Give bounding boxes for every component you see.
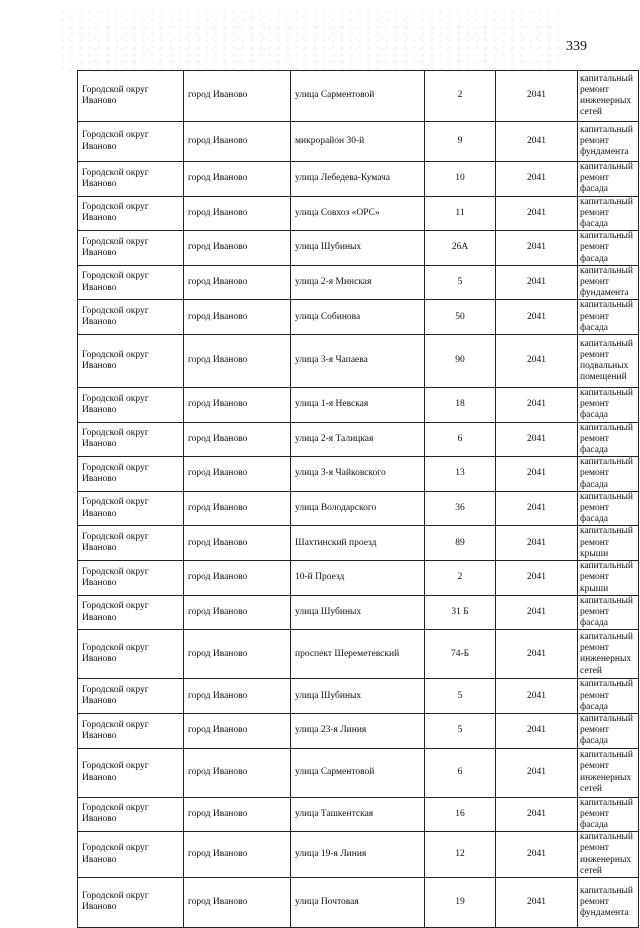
cell-city: город Иваново xyxy=(184,122,291,162)
table-row xyxy=(78,679,639,714)
cell-city: город Иваново xyxy=(184,526,291,561)
cell-year: 2041 xyxy=(496,491,578,526)
cell-year: 2041 xyxy=(496,335,578,388)
cell-city: город Иваново xyxy=(184,595,291,630)
table-row xyxy=(78,491,639,526)
scan-noise xyxy=(60,10,560,72)
cell-house: 16 xyxy=(425,797,496,832)
cell-year: 2041 xyxy=(496,832,578,878)
cell-okrug: Городской округ Иваново xyxy=(78,300,184,335)
cell-okrug: Городской округ Иваново xyxy=(78,388,184,423)
cell-work: капитальный ремонт фасада xyxy=(578,491,639,526)
cell-house: 26А xyxy=(425,231,496,266)
cell-city: город Иваново xyxy=(184,832,291,878)
cell-work: капитальный ремонт фасада xyxy=(578,797,639,832)
table-row xyxy=(78,595,639,630)
cell-house: 19 xyxy=(425,877,496,927)
cell-okrug: Городской округ Иваново xyxy=(78,679,184,714)
cell-work: капитальный ремонт инженерных сетей xyxy=(578,71,639,122)
cell-street: улица Почтовая xyxy=(291,877,425,927)
cell-street: 10-й Проезд xyxy=(291,561,425,596)
cell-house: 12 xyxy=(425,832,496,878)
cell-work: капитальный ремонт фасада xyxy=(578,422,639,457)
cell-house: 36 xyxy=(425,491,496,526)
table-row xyxy=(78,877,639,927)
cell-house: 2 xyxy=(425,561,496,596)
cell-house: 89 xyxy=(425,526,496,561)
cell-street: улица Совхоз «ОРС» xyxy=(291,196,425,231)
cell-city: город Иваново xyxy=(184,877,291,927)
cell-year: 2041 xyxy=(496,595,578,630)
cell-city: город Иваново xyxy=(184,265,291,300)
cell-work: капитальный ремонт крыши xyxy=(578,561,639,596)
cell-okrug: Городской округ Иваново xyxy=(78,71,184,122)
cell-street: улица 3-я Чапаева xyxy=(291,335,425,388)
cell-house: 90 xyxy=(425,335,496,388)
cell-okrug: Городской округ Иваново xyxy=(78,877,184,927)
cell-okrug: Городской округ Иваново xyxy=(78,561,184,596)
cell-okrug: Городской округ Иваново xyxy=(78,122,184,162)
cell-work: капитальный ремонт фасада xyxy=(578,162,639,197)
cell-okrug: Городской округ Иваново xyxy=(78,265,184,300)
cell-city: город Иваново xyxy=(184,388,291,423)
cell-street: улица Шубиных xyxy=(291,231,425,266)
cell-street: улица Сарментовой xyxy=(291,71,425,122)
cell-work: капитальный ремонт инженерных сетей xyxy=(578,630,639,679)
table-row xyxy=(78,422,639,457)
cell-city: город Иваново xyxy=(184,630,291,679)
cell-year: 2041 xyxy=(496,679,578,714)
cell-city: город Иваново xyxy=(184,679,291,714)
cell-street: улица Ташкентская xyxy=(291,797,425,832)
cell-year: 2041 xyxy=(496,561,578,596)
cell-okrug: Городской округ Иваново xyxy=(78,748,184,797)
cell-house: 50 xyxy=(425,300,496,335)
cell-okrug: Городской округ Иваново xyxy=(78,797,184,832)
cell-house: 2 xyxy=(425,71,496,122)
cell-work: капитальный ремонт фасада xyxy=(578,231,639,266)
cell-city: город Иваново xyxy=(184,491,291,526)
cell-okrug: Городской округ Иваново xyxy=(78,162,184,197)
cell-street: улица Лебедева-Кумача xyxy=(291,162,425,197)
cell-okrug: Городской округ Иваново xyxy=(78,457,184,492)
cell-street: улица Володарского xyxy=(291,491,425,526)
cell-street: улица 23-я Линия xyxy=(291,713,425,748)
table-row xyxy=(78,561,639,596)
cell-year: 2041 xyxy=(496,300,578,335)
cell-year: 2041 xyxy=(496,713,578,748)
cell-city: город Иваново xyxy=(184,797,291,832)
cell-house: 6 xyxy=(425,422,496,457)
cell-work: капитальный ремонт фасада xyxy=(578,713,639,748)
cell-street: улица 2-я Талицкая xyxy=(291,422,425,457)
cell-city: город Иваново xyxy=(184,196,291,231)
table-row xyxy=(78,457,639,492)
cell-house: 18 xyxy=(425,388,496,423)
cell-city: город Иваново xyxy=(184,457,291,492)
cell-city: город Иваново xyxy=(184,71,291,122)
cell-okrug: Городской округ Иваново xyxy=(78,526,184,561)
cell-work: капитальный ремонт фасада xyxy=(578,300,639,335)
cell-year: 2041 xyxy=(496,71,578,122)
cell-house: 10 xyxy=(425,162,496,197)
table-row xyxy=(78,265,639,300)
table-row xyxy=(78,335,639,388)
cell-house: 74-Б xyxy=(425,630,496,679)
cell-street: улица 2-я Минская xyxy=(291,265,425,300)
cell-okrug: Городской округ Иваново xyxy=(78,422,184,457)
cell-work: капитальный ремонт инженерных сетей xyxy=(578,832,639,878)
cell-street: улица Шубиных xyxy=(291,595,425,630)
cell-year: 2041 xyxy=(496,388,578,423)
cell-street: улица Шубиных xyxy=(291,679,425,714)
table-row xyxy=(78,797,639,832)
cell-okrug: Городской округ Иваново xyxy=(78,335,184,388)
cell-work: капитальный ремонт фасада xyxy=(578,679,639,714)
cell-city: город Иваново xyxy=(184,162,291,197)
table-row xyxy=(78,71,639,122)
cell-city: город Иваново xyxy=(184,713,291,748)
cell-house: 9 xyxy=(425,122,496,162)
cell-house: 5 xyxy=(425,713,496,748)
cell-city: город Иваново xyxy=(184,335,291,388)
table-row xyxy=(78,526,639,561)
cell-work: капитальный ремонт фундамента xyxy=(578,122,639,162)
cell-okrug: Городской округ Иваново xyxy=(78,595,184,630)
cell-street: улица 19-я Линия xyxy=(291,832,425,878)
cell-year: 2041 xyxy=(496,422,578,457)
cell-okrug: Городской округ Иваново xyxy=(78,832,184,878)
cell-city: город Иваново xyxy=(184,748,291,797)
cell-work: капитальный ремонт фасада xyxy=(578,196,639,231)
cell-okrug: Городской округ Иваново xyxy=(78,491,184,526)
table-row xyxy=(78,630,639,679)
cell-year: 2041 xyxy=(496,231,578,266)
cell-city: город Иваново xyxy=(184,422,291,457)
cell-year: 2041 xyxy=(496,265,578,300)
page-number: 339 xyxy=(566,39,587,54)
table-row xyxy=(78,122,639,162)
table-row xyxy=(78,231,639,266)
table-row xyxy=(78,832,639,878)
cell-house: 5 xyxy=(425,679,496,714)
cell-street: Шахтинский проезд xyxy=(291,526,425,561)
cell-okrug: Городской округ Иваново xyxy=(78,630,184,679)
cell-okrug: Городской округ Иваново xyxy=(78,713,184,748)
cell-city: город Иваново xyxy=(184,561,291,596)
cell-work: капитальный ремонт фасада xyxy=(578,388,639,423)
cell-year: 2041 xyxy=(496,748,578,797)
cell-house: 6 xyxy=(425,748,496,797)
table-row xyxy=(78,388,639,423)
cell-work: капитальный ремонт фундамента xyxy=(578,877,639,927)
cell-street: улица Сарментовой xyxy=(291,748,425,797)
cell-year: 2041 xyxy=(496,630,578,679)
cell-street: улица 1-я Невская xyxy=(291,388,425,423)
cell-year: 2041 xyxy=(496,122,578,162)
cell-work: капитальный ремонт фасада xyxy=(578,595,639,630)
cell-city: город Иваново xyxy=(184,300,291,335)
cell-street: улица Собинова xyxy=(291,300,425,335)
cell-city: город Иваново xyxy=(184,231,291,266)
cell-house: 13 xyxy=(425,457,496,492)
cell-work: капитальный ремонт крыши xyxy=(578,526,639,561)
cell-house: 11 xyxy=(425,196,496,231)
cell-house: 5 xyxy=(425,265,496,300)
cell-year: 2041 xyxy=(496,196,578,231)
cell-work: капитальный ремонт инженерных сетей xyxy=(578,748,639,797)
cell-work: капитальный ремонт фундамента xyxy=(578,265,639,300)
cell-work: капитальный ремонт фасада xyxy=(578,457,639,492)
table-row xyxy=(78,748,639,797)
cell-okrug: Городской округ Иваново xyxy=(78,231,184,266)
cell-street: улица 3-я Чайковского xyxy=(291,457,425,492)
cell-year: 2041 xyxy=(496,457,578,492)
cell-street: микрорайон 30-й xyxy=(291,122,425,162)
table-row xyxy=(78,196,639,231)
table-row xyxy=(78,300,639,335)
cell-year: 2041 xyxy=(496,877,578,927)
table-row xyxy=(78,162,639,197)
cell-house: 31 Б xyxy=(425,595,496,630)
cell-year: 2041 xyxy=(496,797,578,832)
table-row xyxy=(78,713,639,748)
cell-okrug: Городской округ Иваново xyxy=(78,196,184,231)
repair-schedule-table xyxy=(77,70,639,928)
cell-street: проспект Шереметевский xyxy=(291,630,425,679)
cell-year: 2041 xyxy=(496,526,578,561)
cell-year: 2041 xyxy=(496,162,578,197)
cell-work: капитальный ремонт подвальных помещений xyxy=(578,335,639,388)
